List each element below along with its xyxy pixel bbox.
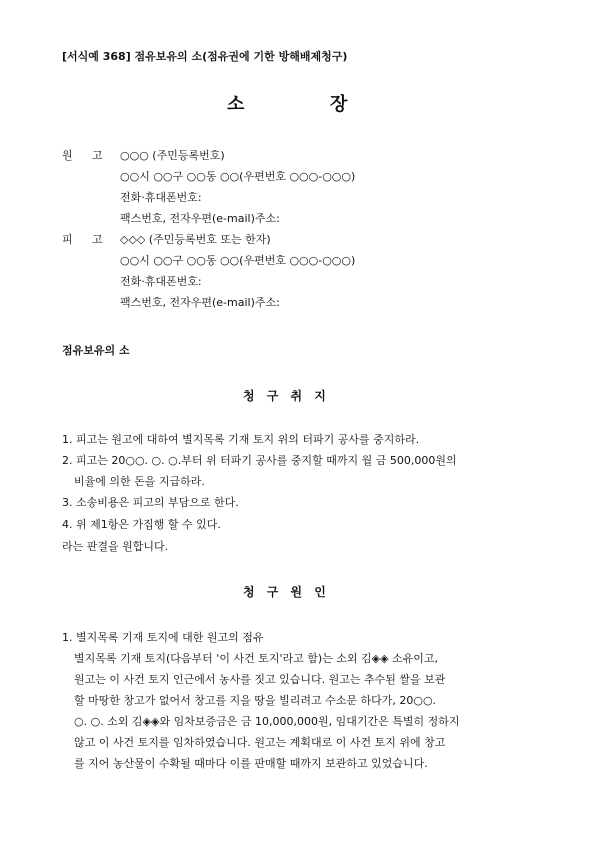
cause-paragraph-line: 원고는 이 사건 토지 인근에서 농사를 짓고 있습니다. 원고는 추수된 쌀을 보관 — [74, 673, 446, 686]
plaintiff-phone: 전화·휴대폰번호: — [120, 191, 202, 204]
defendant-phone: 전화·휴대폰번호: — [120, 275, 202, 288]
cause-paragraph-line: 할 마땅한 창고가 없어서 창고를 지을 땅을 빌리려고 수소문 하다가, 20○○. — [74, 694, 437, 707]
cause-heading: 청 구 원 인 — [243, 585, 326, 599]
cause-paragraph-line: ○. ○. 소외 김◈◈와 임차보증금은 금 10,000,000원, 임대기간은 특별히 정하지 — [74, 715, 460, 728]
claim-item-1: 1. 피고는 원고에 대하여 별지목록 기재 토지 위의 터파기 공사를 중지하라. — [62, 433, 420, 446]
doc-title-char-1: 소 — [227, 94, 245, 115]
claim-item-3: 3. 소송비용은 피고의 부담으로 한다. — [62, 496, 239, 509]
plaintiff-address: ○○시 ○○구 ○○동 ○○(우편번호 ○○○-○○○) — [120, 170, 356, 183]
cause-section-1-title: 1. 별지목록 기재 토지에 대한 원고의 점유 — [62, 631, 264, 644]
defendant-fax-email: 팩스번호, 전자우편(e-mail)주소: — [120, 296, 280, 309]
claim-item-2: 2. 피고는 20○○. ○. ○.부터 위 터파기 공사를 중지할 때까지 월 금 500,000원의 — [62, 454, 457, 467]
cause-paragraph-line: 를 지어 농산물이 수확될 때마다 이를 판매할 때까지 보관하고 있었습니다. — [74, 757, 428, 770]
claim-item-4: 4. 위 제1항은 가집행 할 수 있다. — [62, 518, 221, 531]
defendant-address: ○○시 ○○구 ○○동 ○○(우편번호 ○○○-○○○) — [120, 254, 356, 267]
defendant-label-char-2: 고 — [92, 233, 103, 246]
doc-title-char-2: 장 — [330, 94, 348, 115]
plaintiff-fax-email: 팩스번호, 전자우편(e-mail)주소: — [120, 212, 280, 225]
claim-heading: 청 구 취 지 — [243, 389, 326, 403]
case-name: 점유보유의 소 — [62, 344, 130, 357]
claim-item-2-continued: 비율에 의한 돈을 지급하라. — [74, 475, 205, 488]
cause-paragraph-line: 않고 이 사건 토지를 임차하였습니다. 원고는 계획대로 이 사건 토지 위에 창고 — [74, 736, 446, 749]
cause-paragraph-line: 별지목록 기재 토지(다음부터 '이 사건 토지'라고 함)는 소외 김◈◈ 소유이고, — [74, 652, 439, 665]
claim-closing: 라는 판결을 원합니다. — [62, 540, 169, 553]
defendant-name: ◇◇◇ (주민등록번호 또는 한자) — [120, 233, 271, 246]
plaintiff-label-char-2: 고 — [92, 149, 103, 162]
plaintiff-name: ○○○ (주민등록번호) — [120, 149, 225, 162]
form-header: [서식예 368] 점유보유의 소(점유권에 기한 방해배제청구) — [62, 50, 348, 63]
defendant-label-char-1: 피 — [62, 233, 73, 246]
plaintiff-label-char-1: 원 — [62, 149, 73, 162]
